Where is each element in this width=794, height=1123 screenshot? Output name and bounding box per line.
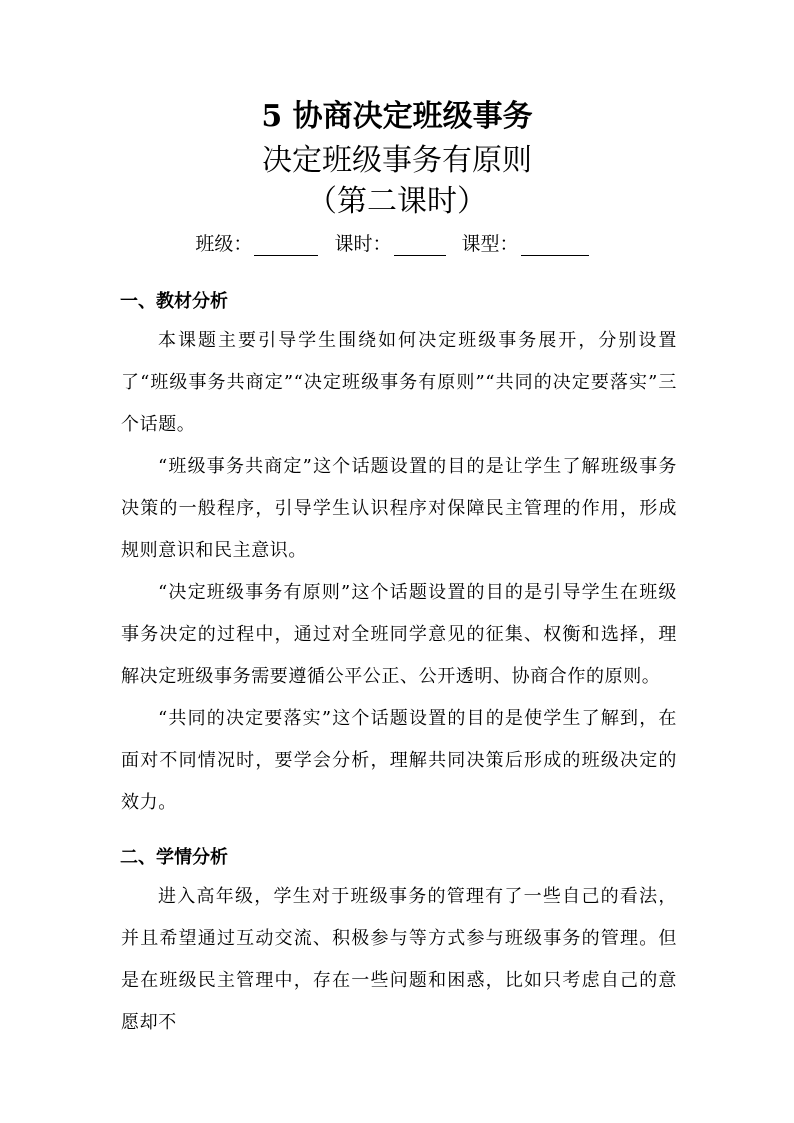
lesson-meta-line <box>0 230 794 258</box>
paragraph: 本课题主要引导学生围绕如何决定班级事务展开，分别设置了“班级事务共商定”“决定班级事务有原则”“共同的决定要落实”三个话题。 <box>121 330 677 435</box>
paragraph: “班级事务共商定”这个话题设置的目的是让学生了解班级事务决策的一般程序，引导学生认识程序对保障民主管理的作用，形成规则意识和民主意识。 <box>121 456 677 561</box>
paragraph: “共同的决定要落实”这个话题设置的目的是使学生了解到，在面对不同情况时，要学会分析，理解共同决策后形成的班级决定的效力。 <box>121 708 677 813</box>
class-label: 班级： <box>195 233 253 255</box>
paragraph: 进入高年级，学生对于班级事务的管理有了一些自己的看法，并且希望通过互动交流、积极参与等方式参与班级事务的管理。但是在班级民主管理中，存在一些问题和困惑，比如只考虑自己的意愿却不 <box>121 886 677 1033</box>
type-blank <box>521 233 589 256</box>
period-label: 课时： <box>334 233 392 255</box>
lesson-title: 5 协商决定班级事务 <box>261 99 533 134</box>
lesson-subtitle: 决定班级事务有原则 <box>262 143 532 178</box>
paragraph: “决定班级事务有原则”这个话题设置的目的是引导学生在班级事务决定的过程中，通过对全班同学意见的征集、权衡和选择，理解决定班级事务需要遵循公平公正、公开透明、协商合作的原则。 <box>121 582 677 687</box>
section-heading-textbook-analysis: 一、教材分析 <box>120 291 228 312</box>
type-label: 课型： <box>461 233 519 255</box>
section-heading-student-analysis: 二、学情分析 <box>120 847 228 868</box>
lesson-period-note: （第二课时） <box>307 184 487 219</box>
class-blank <box>254 233 318 256</box>
period-blank <box>394 233 446 256</box>
